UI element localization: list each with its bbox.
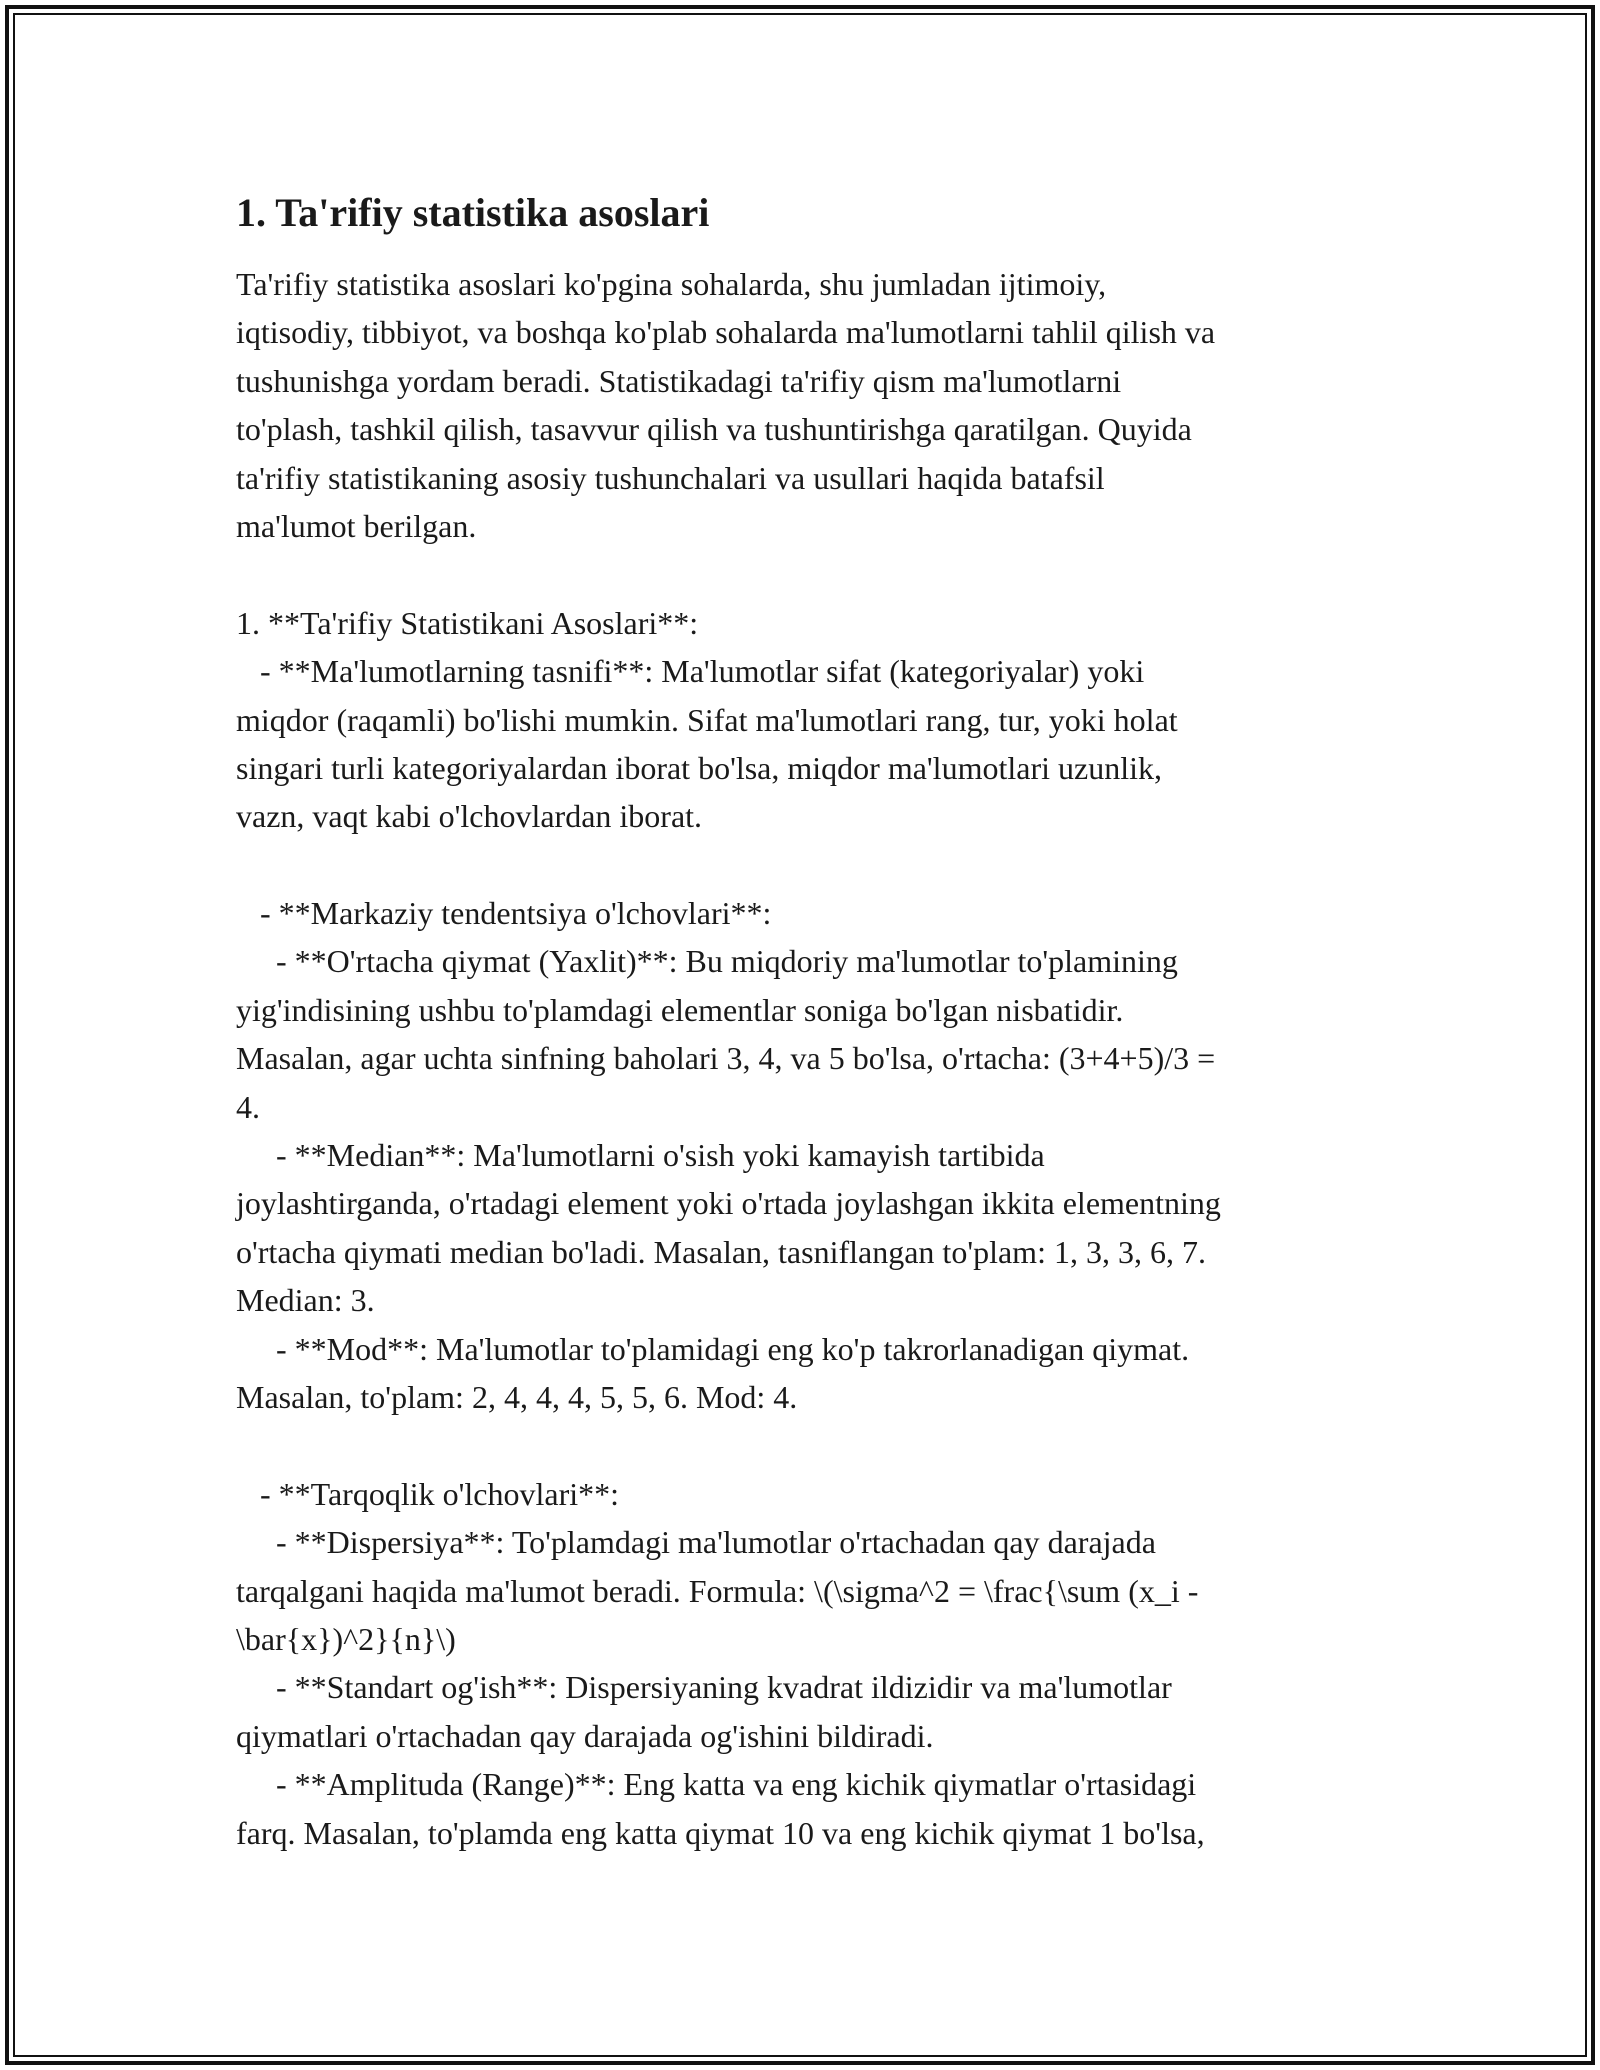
text-line: iqtisodiy, tibbiyot, va boshqa ko'plab sohalarda ma'lumotlarni tahlil qilish va [236,314,1216,351]
text-line: o'rtacha qiymati median bo'ladi. Masalan, tasniflangan to'plam: 1, 3, 3, 6, 7. [236,1233,1206,1270]
text-line: farq. Masalan, to'plamda eng katta qiymat 10 va eng kichik qiymat 1 bo'lsa, [236,1814,1205,1851]
text-line: tushunishga yordam beradi. Statistikadagi ta'rifiy qism ma'lumotlarni [236,362,1122,399]
page-title: 1. Ta'rifiy statistika asoslari [236,190,710,235]
text-line: vazn, vaqt kabi o'lchovlardan iborat. [236,798,703,835]
paragraph-spacer [236,1421,1376,1469]
text-line: \bar{x})^2}{n}\) [236,1620,456,1657]
text-line: - **Ma'lumotlarning tasnifi**: Ma'lumotlar sifat (kategoriyalar) yoki [236,653,1145,690]
text-line: Ta'rifiy statistika asoslari ko'pgina sohalarda, shu jumladan ijtimoiy, [236,266,1107,302]
text-line: - **Amplituda (Range)**: Eng katta va eng kichik qiymatlar o'rtasidagi [236,1766,1197,1803]
section-central-tendency [236,889,1376,1421]
text-line: 4. [236,1088,260,1125]
text-line: - **Dispersiya**: To'plamdagi ma'lumotlar o'rtachadan qay darajada [236,1524,1156,1561]
text-line: qiymatlari o'rtachadan qay darajada og'ishini bildiradi. [236,1717,934,1754]
text-line: to'plash, tashkil qilish, tasavvur qilish va tushuntirishga qaratilgan. Quyida [236,411,1192,448]
section-data-classification [236,599,1376,841]
text-line: joylashtirganda, o'rtadagi element yoki o'rtada joylashgan ikkita elementning [236,1185,1221,1222]
text-line: 1. **Ta'rifiy Statistikani Asoslari**: [236,604,699,641]
text-line: - **Standart og'ish**: Dispersiyaning kvadrat ildizidir va ma'lumotlar [236,1669,1172,1706]
text-line: miqdor (raqamli) bo'lishi mumkin. Sifat ma'lumotlari rang, tur, yoki holat [236,701,1178,738]
paragraph-spacer [236,841,1376,889]
text-line: - **Tarqoqlik o'lchovlari**: [236,1475,619,1512]
text-line: - **Mod**: Ma'lumotlar to'plamidagi eng ko'p takrorlanadigan qiymat. [236,1330,1190,1367]
document-content [236,188,1376,1857]
text-line: Median: 3. [236,1282,375,1319]
text-line: Masalan, agar uchta sinfning baholari 3, 4, va 5 bo'lsa, o'rtacha: (3+4+5)/3 = [236,1040,1216,1077]
text-line: ma'lumot berilgan. [236,507,477,544]
text-line: singari turli kategoriyalardan iborat bo'lsa, miqdor ma'lumotlari uzunlik, [236,749,1162,786]
text-line: ta'rifiy statistikaning asosiy tushunchalari va usullari haqida batafsil [236,459,1105,496]
document-body [236,260,1376,1857]
text-line: Masalan, to'plam: 2, 4, 4, 4, 5, 5, 6. Mod: 4. [236,1378,798,1415]
paragraph-spacer [236,550,1376,598]
text-line: yig'indisining ushbu to'plamdagi elementlar soniga bo'lgan nisbatidir. [236,991,1124,1028]
text-line: - **O'rtacha qiymat (Yaxlit)**: Bu miqdoriy ma'lumotlar to'plamining [236,943,1178,980]
text-line: - **Markaziy tendentsiya o'lchovlari**: [236,895,772,932]
text-line: - **Median**: Ma'lumotlarni o'sish yoki kamayish tartibida [236,1137,1045,1174]
text-line: tarqalgani haqida ma'lumot beradi. Formula: \(\sigma^2 = \frac{\sum (x_i - [236,1572,1199,1609]
intro-paragraph [236,260,1376,550]
section-dispersion [236,1470,1376,1857]
